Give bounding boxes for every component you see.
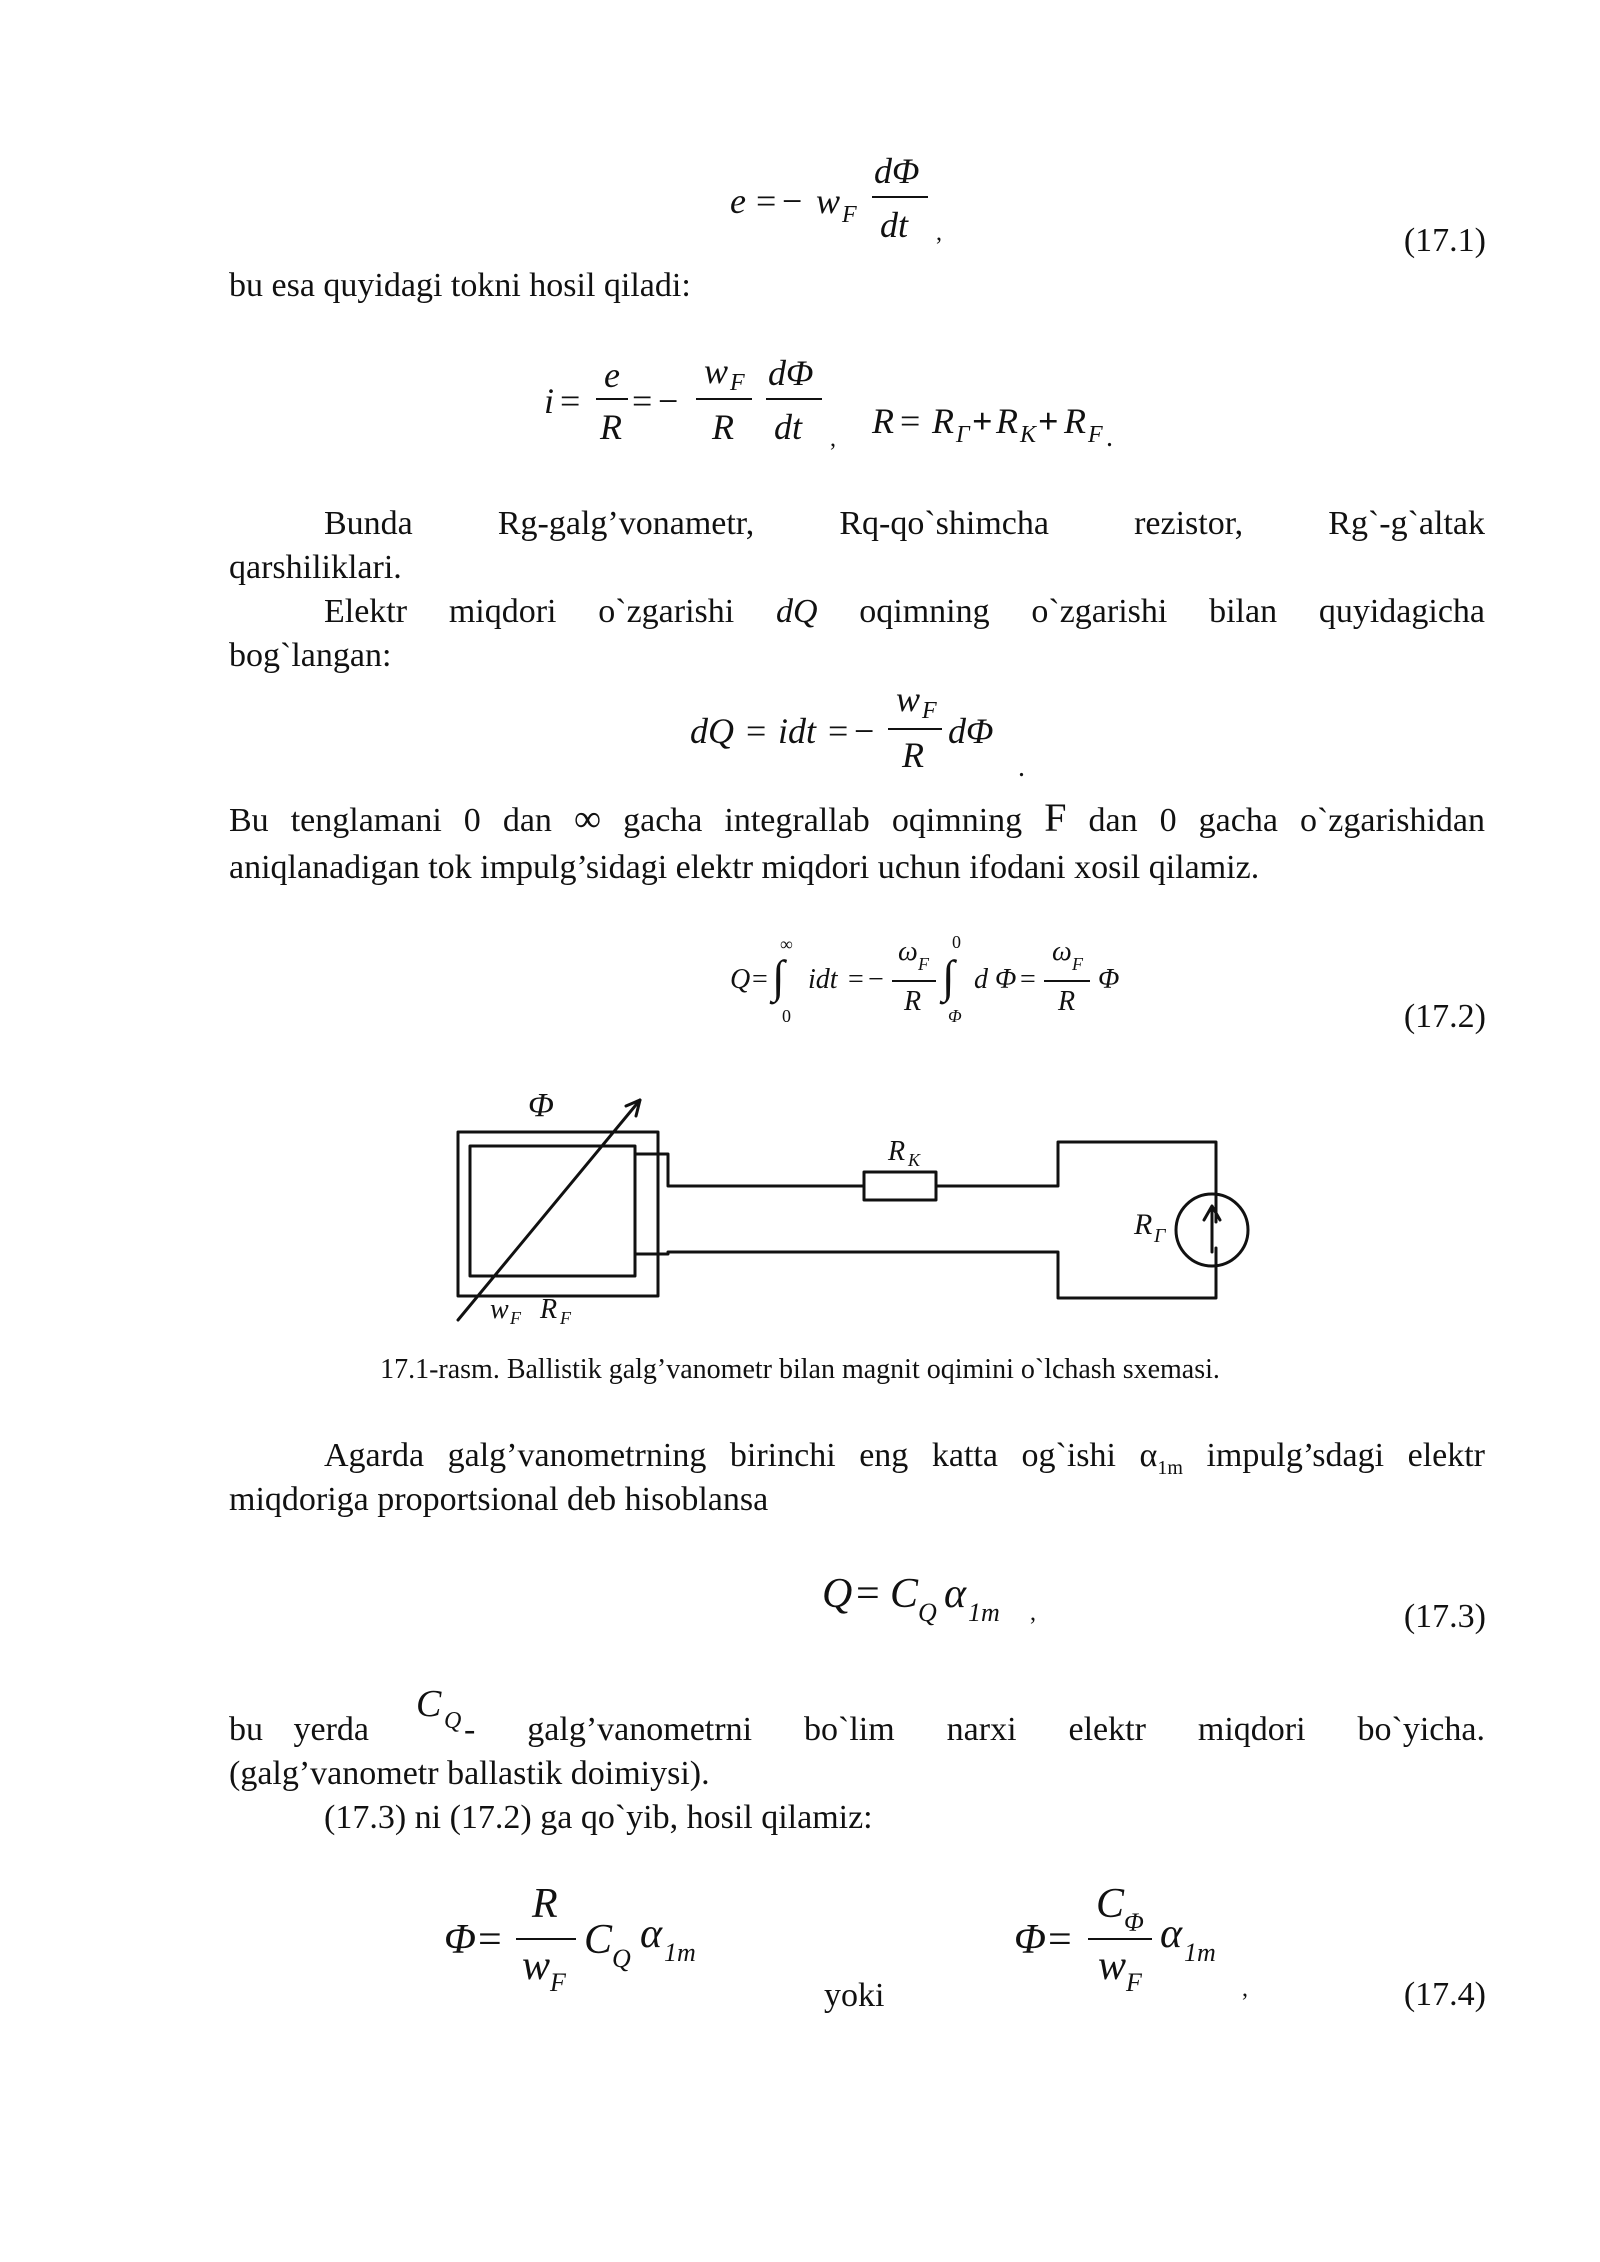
eq-denominator: R <box>1058 986 1076 1017</box>
fraction-bar <box>696 398 752 400</box>
fraction-bar <box>1088 1938 1152 1940</box>
eq-sub: Q <box>918 1598 937 1627</box>
label-rg-sub: Γ <box>1154 1225 1166 1247</box>
eq-equals: = <box>1048 1917 1072 1963</box>
eq-symbol: i <box>544 381 555 421</box>
eq-symbol: R <box>996 401 1018 441</box>
paragraph <box>229 796 1485 843</box>
wire-top-left <box>636 1154 864 1186</box>
eq-omega-sub: F <box>1072 954 1083 974</box>
eq-equals: = <box>856 1571 880 1617</box>
eq-symbol: d Φ <box>974 964 1017 995</box>
inline-math: α <box>1139 1437 1158 1474</box>
eq-w-sub: F <box>1126 1968 1142 1997</box>
eq-dot: . <box>1018 752 1025 783</box>
text-span: oqimning o`zgarishi bilan quyidagicha <box>817 593 1486 630</box>
eq-alpha: α <box>640 1911 663 1957</box>
integral-sign: ∫ <box>942 951 955 1002</box>
eq-sub: Φ <box>1124 1908 1144 1937</box>
eq-equals: = <box>478 1917 502 1963</box>
eq-w: w <box>1098 1943 1127 1989</box>
label-rg: R <box>1134 1208 1153 1241</box>
label-coil-w: w <box>490 1294 509 1325</box>
equation-17-4-left <box>444 1880 744 2010</box>
eq-symbol: Q <box>730 964 751 995</box>
eq-minus: − <box>782 181 803 221</box>
paragraph: - galg’vanometrni bo`lim narxi elektr miqdori bo`yicha. <box>464 1711 1485 1748</box>
eq-symbol: R <box>872 401 894 441</box>
eq-symbol: idt <box>778 711 817 751</box>
eq-comma: , <box>830 426 836 452</box>
fraction-bar <box>1044 980 1090 982</box>
eq-equals: = <box>828 711 849 751</box>
eq-w: w <box>896 679 921 719</box>
label-rk-sub: K <box>908 1150 921 1170</box>
eq-denominator: R <box>902 735 924 775</box>
fraction-bar <box>766 398 822 400</box>
paragraph: Bunda Rg-galg’vonametr, Rq-qo`shimcha rezistor, Rg`-g`altak <box>324 505 1485 542</box>
fraction-bar <box>872 196 928 198</box>
eq-numerator: C <box>1096 1881 1125 1927</box>
resistor-rk <box>864 1172 936 1200</box>
equation-dq <box>690 678 1050 788</box>
fraction-bar <box>892 980 936 982</box>
eq-denominator: dt <box>774 407 803 447</box>
eq-symbol: idt <box>808 964 838 995</box>
eq-symbol: e <box>730 181 746 221</box>
eq-numerator: dΦ <box>874 151 920 191</box>
wire-bottom <box>636 1248 1216 1298</box>
eq-equals: = <box>560 381 581 421</box>
equation-17-2 <box>728 930 1148 1040</box>
equation-number: (17.2) <box>1403 998 1486 1035</box>
eq-denominator: R <box>600 407 622 447</box>
integral-upper-limit: 0 <box>952 932 961 952</box>
eq-equals: = <box>1020 964 1036 995</box>
flux-symbol: F <box>1044 795 1067 840</box>
eq-omega: ω <box>898 936 918 967</box>
text-span: Elektr miqdori o`zgarishi <box>324 593 776 630</box>
equation-17-1 <box>728 150 968 260</box>
eq-minus: − <box>658 381 679 421</box>
eq-sub: Q <box>612 1944 631 1973</box>
eq-w-sub: F <box>842 202 857 228</box>
integral-lower-limit: Φ <box>948 1006 962 1026</box>
eq-alpha: α <box>944 1571 967 1617</box>
eq-omega-sub: F <box>918 954 929 974</box>
eq-plus: + <box>1038 401 1059 441</box>
eq-denominator: R <box>712 407 734 447</box>
eq-symbol: Φ <box>444 1917 476 1963</box>
eq-minus: − <box>854 711 875 751</box>
inline-subscript: 1m <box>1157 1456 1183 1479</box>
label-phi: Φ <box>528 1087 554 1124</box>
eq-equals: = <box>746 711 767 751</box>
paragraph: (17.3) ni (17.2) ga qo`yib, hosil qilamiz: <box>324 1799 873 1836</box>
eq-comma: , <box>1030 1600 1036 1626</box>
eq-equals: = <box>752 964 768 995</box>
label-rk: R <box>888 1136 906 1167</box>
coil-outer-frame <box>458 1132 658 1296</box>
eq-comma: , <box>936 220 942 246</box>
fraction-bar <box>888 728 942 730</box>
inline-math: C <box>416 1683 442 1725</box>
paragraph: qarshiliklari. <box>229 549 402 586</box>
text-span: dan 0 gacha o`zgarishidan <box>1066 802 1485 839</box>
paragraph: bog`langan: <box>229 637 392 674</box>
eq-sub: K <box>1020 422 1037 448</box>
label-coil-w-sub: F <box>510 1308 521 1328</box>
eq-w: w <box>522 1943 551 1989</box>
eq-symbol: dQ <box>690 711 734 751</box>
eq-sub: Γ <box>956 422 970 448</box>
eq-denominator: R <box>904 986 922 1017</box>
eq-dot: . <box>1106 422 1113 453</box>
text-span: gacha integrallab oqimning <box>601 802 1045 839</box>
fraction-bar <box>596 398 628 400</box>
fraction-bar <box>516 1938 576 1940</box>
eq-minus: − <box>868 964 884 995</box>
equation-current <box>540 350 1180 460</box>
eq-denominator: dt <box>880 205 909 245</box>
eq-symbol: R <box>932 401 954 441</box>
eq-numerator: e <box>604 355 620 395</box>
eq-omega: ω <box>1052 936 1072 967</box>
paragraph <box>324 590 1485 634</box>
text-span: impulg’sdagi elektr <box>1182 1437 1486 1474</box>
integral-sign: ∫ <box>772 951 785 1002</box>
equation-number: (17.3) <box>1403 1598 1486 1635</box>
eq-w: w <box>704 351 729 391</box>
eq-equals: = <box>848 964 864 995</box>
eq-equals: = <box>900 401 921 441</box>
wire-top-right <box>936 1142 1216 1222</box>
eq-sub: F <box>1088 422 1103 448</box>
integral-upper-limit: ∞ <box>780 934 793 954</box>
paragraph: aniqlanadigan tok impulg’sidagi elektr miqdori uchun ifodani xosil qilamiz. <box>229 849 1260 886</box>
equation-conjunction: yoki <box>824 1977 885 2014</box>
eq-sub: 1m <box>968 1598 1000 1627</box>
inline-subscript: Q <box>444 1708 462 1734</box>
text-span: Agarda galg’vanometrning birinchi eng katta og`ishi <box>324 1437 1140 1474</box>
circuit-diagram <box>440 1080 1270 1340</box>
eq-comma: , <box>1242 1976 1248 2002</box>
label-coil-r: R <box>540 1294 558 1325</box>
paragraph: (galg’vanometr ballastik doimiysi). <box>229 1755 710 1792</box>
eq-symbol: dΦ <box>948 711 994 751</box>
paragraph: bu yerda <box>229 1711 370 1748</box>
eq-numerator: dΦ <box>768 353 814 393</box>
eq-w-sub: F <box>730 370 745 396</box>
eq-symbol: Φ <box>1098 964 1120 995</box>
eq-symbol: C <box>584 1917 613 1963</box>
text-span: Bu tenglamani 0 dan <box>229 802 574 839</box>
integral-lower-limit: 0 <box>782 1006 791 1026</box>
eq-sub: 1m <box>664 1938 696 1967</box>
eq-numerator: R <box>532 1881 558 1927</box>
infinity-symbol: ∞ <box>573 798 602 840</box>
eq-w: w <box>816 181 841 221</box>
equation-number: (17.4) <box>1403 1976 1486 2013</box>
eq-w-sub: F <box>550 1968 566 1997</box>
paragraph: miqdoriga proportsional deb hisoblansa <box>229 1481 769 1518</box>
eq-alpha: α <box>1160 1911 1183 1957</box>
eq-plus: + <box>972 401 993 441</box>
eq-symbol: Φ <box>1014 1917 1046 1963</box>
inline-math: dQ <box>775 593 818 630</box>
label-coil-r-sub: F <box>560 1308 571 1328</box>
eq-symbol: R <box>1064 401 1086 441</box>
eq-equals: = <box>756 181 777 221</box>
eq-symbol: C <box>890 1571 919 1617</box>
figure-caption: 17.1-rasm. Ballistik galg’vanometr bilan magnit oqimini o`lchash sxemasi. <box>380 1354 1220 1385</box>
eq-sub: 1m <box>1184 1938 1216 1967</box>
coil-inner-frame <box>470 1146 635 1276</box>
equation-number: (17.1) <box>1403 222 1486 259</box>
eq-w-sub: F <box>922 698 937 724</box>
equation-17-3 <box>822 1564 1082 1634</box>
eq-symbol: Q <box>822 1571 853 1617</box>
paragraph: bu esa quyidagi tokni hosil qiladi: <box>229 267 691 304</box>
equation-17-4-right <box>1014 1880 1274 2010</box>
eq-equals: = <box>632 381 653 421</box>
